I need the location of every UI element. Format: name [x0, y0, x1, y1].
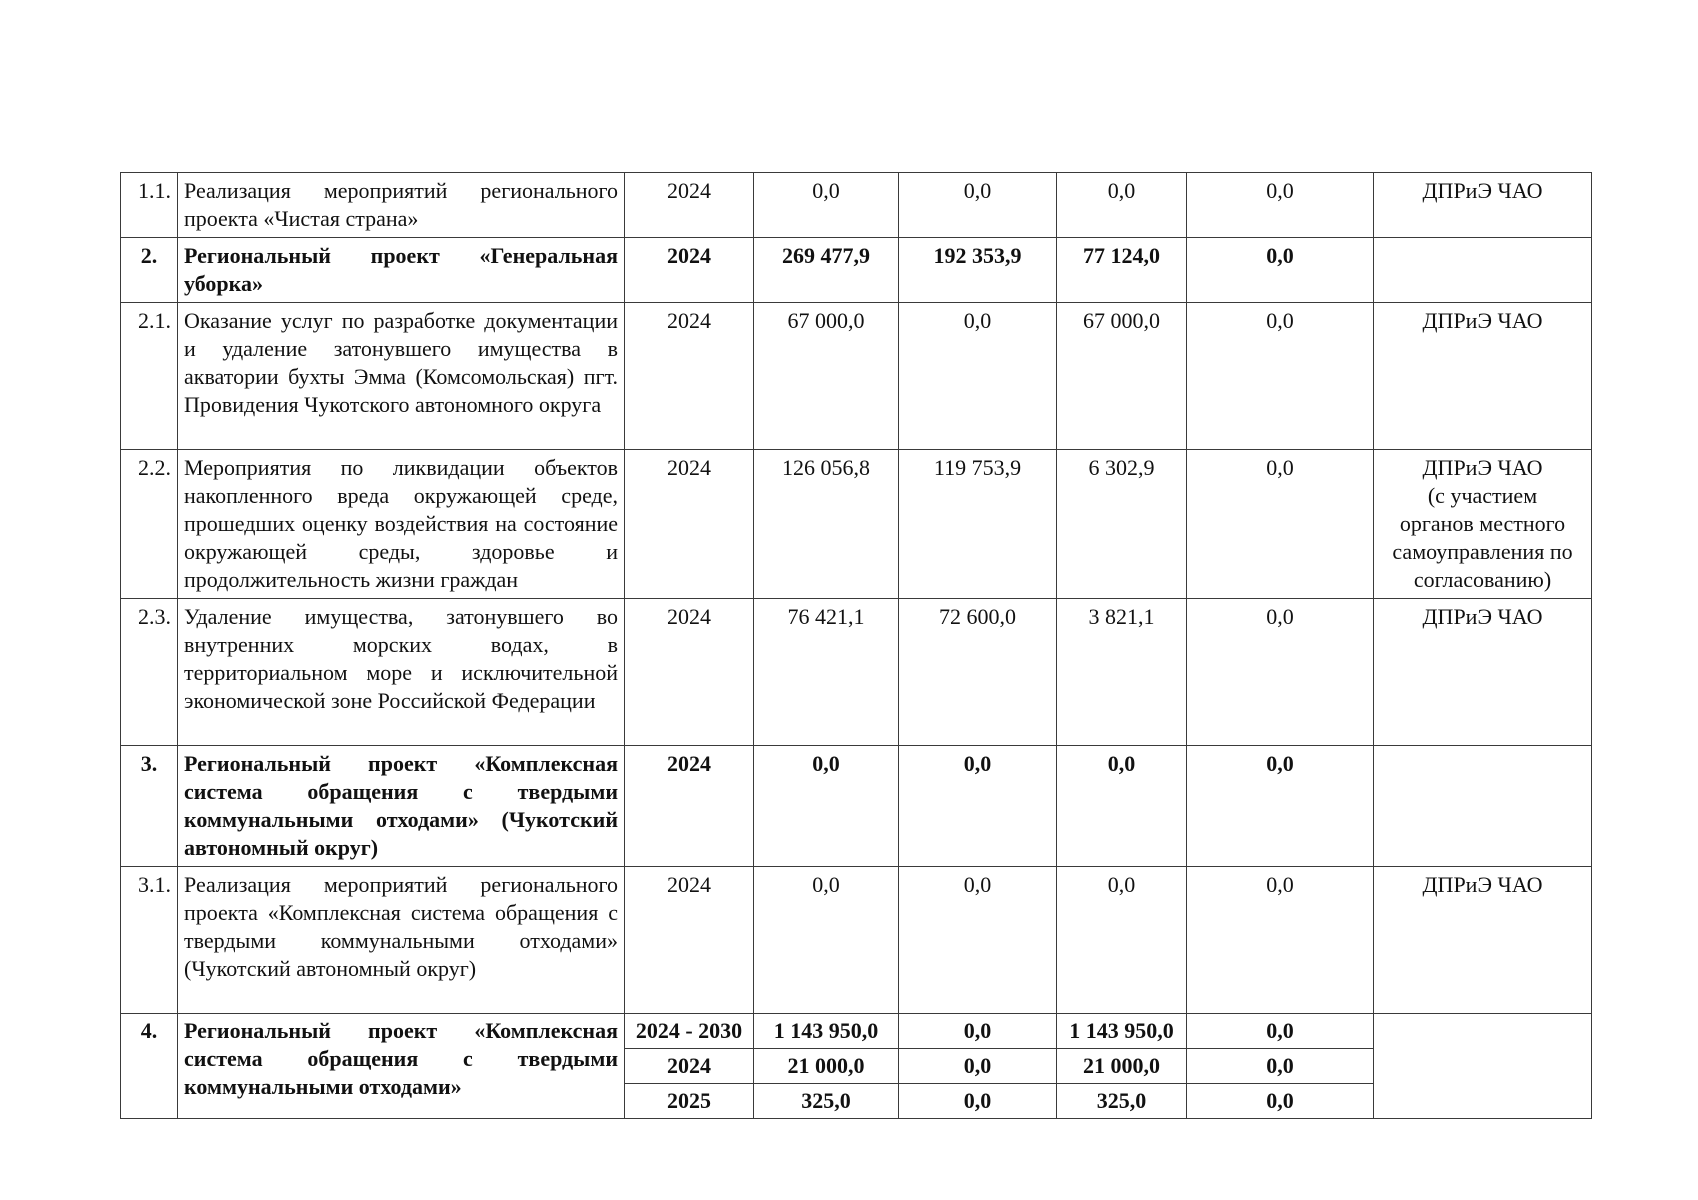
regional-budget-cell: 325,0 [1057, 1084, 1187, 1119]
executor-cell [1374, 303, 1592, 450]
table-row [121, 450, 1592, 599]
federal-budget-cell: 0,0 [899, 303, 1057, 450]
year-cell: 2024 [625, 450, 754, 599]
regional-budget-cell: 0,0 [1057, 173, 1187, 238]
total-cell: 67 000,0 [754, 303, 899, 450]
executor-cell [1374, 173, 1592, 238]
regional-budget-cell: 3 821,1 [1057, 599, 1187, 746]
executor-cell [1374, 746, 1592, 867]
federal-budget-cell: 119 753,9 [899, 450, 1057, 599]
total-cell: 126 056,8 [754, 450, 899, 599]
table-row [121, 867, 1592, 1014]
regional-budget-cell: 77 124,0 [1057, 238, 1187, 303]
other-sources-cell: 0,0 [1187, 238, 1374, 303]
other-sources-cell: 0,0 [1187, 867, 1374, 1014]
total-cell: 1 143 950,0 [754, 1014, 899, 1049]
executor-line: ДПРиЭ ЧАО [1422, 872, 1543, 897]
year-cell: 2024 [625, 238, 754, 303]
row-number: 2.3. [121, 599, 178, 746]
executor-cell [1374, 867, 1592, 1014]
executor-line: согласованию) [1413, 567, 1552, 592]
table-row [121, 746, 1592, 867]
federal-budget-cell: 0,0 [899, 867, 1057, 1014]
total-cell: 0,0 [754, 867, 899, 1014]
total-cell: 325,0 [754, 1084, 899, 1119]
other-sources-cell: 0,0 [1187, 599, 1374, 746]
executor-cell [1374, 599, 1592, 746]
federal-budget-cell: 0,0 [899, 746, 1057, 867]
year-cell: 2024 [625, 303, 754, 450]
other-sources-cell: 0,0 [1187, 1014, 1374, 1049]
event-name: Реализация мероприятий регионального проекта «Чистая страна» [178, 173, 625, 238]
row-number: 2.1. [121, 303, 178, 450]
federal-budget-cell: 0,0 [899, 1014, 1057, 1049]
row-number: 3.1. [121, 867, 178, 1014]
regional-budget-cell: 6 302,9 [1057, 450, 1187, 599]
other-sources-cell: 0,0 [1187, 1049, 1374, 1084]
table-row [121, 1014, 1592, 1049]
year-cell: 2024 [625, 746, 754, 867]
executor-line: (с участием [1427, 483, 1538, 508]
other-sources-cell: 0,0 [1187, 303, 1374, 450]
year-cell: 2024 [625, 867, 754, 1014]
regional-budget-cell: 0,0 [1057, 867, 1187, 1014]
total-cell: 21 000,0 [754, 1049, 899, 1084]
other-sources-cell: 0,0 [1187, 450, 1374, 599]
table-row [121, 173, 1592, 238]
executor-line: ДПРиЭ ЧАО [1422, 308, 1543, 333]
executor-line: органов местного [1399, 511, 1566, 536]
executor-cell [1374, 1014, 1592, 1119]
event-name: Мероприятия по ликвидации объектов накопленного вреда окружающей среде, прошедших оценку воздействия на состояние окружающей среды, здоровье и продолжительность жизни граждан [178, 450, 625, 599]
executor-cell [1374, 450, 1592, 599]
total-cell: 0,0 [754, 173, 899, 238]
funding-table [120, 172, 1592, 1119]
year-cell: 2024 [625, 1049, 754, 1084]
regional-budget-cell: 67 000,0 [1057, 303, 1187, 450]
table-row [121, 238, 1592, 303]
total-cell: 76 421,1 [754, 599, 899, 746]
total-cell: 269 477,9 [754, 238, 899, 303]
other-sources-cell: 0,0 [1187, 173, 1374, 238]
row-number: 1.1. [121, 173, 178, 238]
federal-budget-cell: 0,0 [899, 1049, 1057, 1084]
regional-budget-cell: 0,0 [1057, 746, 1187, 867]
regional-budget-cell: 1 143 950,0 [1057, 1014, 1187, 1049]
event-name: Оказание услуг по разработке документации и удаление затонувшего имущества в акватории бухты Эмма (Комсомольская) пгт. Провидения Чукотского автономного округа [178, 303, 625, 450]
row-number: 4. [121, 1014, 178, 1119]
row-number: 3. [121, 746, 178, 867]
row-number: 2. [121, 238, 178, 303]
executor-line: самоуправления по [1392, 539, 1573, 564]
other-sources-cell: 0,0 [1187, 746, 1374, 867]
regional-budget-cell: 21 000,0 [1057, 1049, 1187, 1084]
executor-line: ДПРиЭ ЧАО [1422, 604, 1543, 629]
row-number: 2.2. [121, 450, 178, 599]
year-cell: 2024 - 2030 [625, 1014, 754, 1049]
executor-line: ДПРиЭ ЧАО [1422, 455, 1543, 480]
year-cell: 2025 [625, 1084, 754, 1119]
year-cell: 2024 [625, 599, 754, 746]
year-cell: 2024 [625, 173, 754, 238]
federal-budget-cell: 0,0 [899, 173, 1057, 238]
total-cell: 0,0 [754, 746, 899, 867]
event-name: Реализация мероприятий регионального проекта «Комплексная система обращения с твердыми коммунальными отходами» (Чукотский автономный округ) [178, 867, 625, 1014]
event-name: Региональный проект «Генеральная уборка» [178, 238, 625, 303]
event-name: Региональный проект «Комплексная система обращения с твердыми коммунальными отходами» (Чукотский автономный округ) [178, 746, 625, 867]
federal-budget-cell: 0,0 [899, 1084, 1057, 1119]
event-name: Региональный проект «Комплексная система обращения с твердыми коммунальными отходами» [178, 1014, 625, 1119]
federal-budget-cell: 72 600,0 [899, 599, 1057, 746]
executor-line: ДПРиЭ ЧАО [1422, 178, 1543, 203]
event-name: Удаление имущества, затонувшего во внутренних морских водах, в территориальном море и исключительной экономической зоне Российской Федерации [178, 599, 625, 746]
other-sources-cell: 0,0 [1187, 1084, 1374, 1119]
table-row [121, 303, 1592, 450]
federal-budget-cell: 192 353,9 [899, 238, 1057, 303]
executor-cell [1374, 238, 1592, 303]
table-row [121, 599, 1592, 746]
